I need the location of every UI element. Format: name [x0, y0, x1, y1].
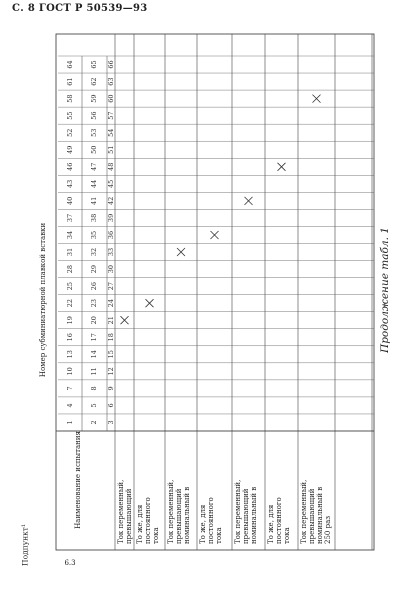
test-name-line: тока [215, 527, 223, 544]
test-mark-x [313, 95, 321, 103]
fuse-number: 18 [107, 333, 115, 342]
fuse-number: 13 [66, 350, 74, 359]
fuse-number: 5 [90, 403, 98, 408]
fuse-number: 31 [66, 247, 74, 257]
fuse-number: 23 [90, 299, 98, 308]
test-name-header: Наименование испытания [74, 431, 82, 529]
fuse-number: 1 [66, 420, 74, 425]
fuse-number: 21 [107, 316, 115, 325]
fuse-number: 12 [107, 367, 115, 376]
fuse-number: 64 [66, 60, 74, 69]
test-name-line: постоянного [207, 497, 215, 544]
fuse-number: 11 [90, 367, 98, 376]
fuse-number: 35 [90, 230, 98, 240]
test-mark-x [278, 163, 286, 171]
fuse-number: 14 [90, 350, 98, 359]
fuse-number: 43 [66, 179, 74, 188]
fuse-number: 47 [90, 162, 98, 171]
fuse-number: 54 [107, 128, 115, 137]
fuse-number: 10 [66, 367, 74, 376]
test-mark-x [211, 231, 219, 239]
test-name-line: номинальный в [316, 486, 324, 544]
fuse-number: 46 [66, 162, 74, 171]
test-name-line: превышающий [175, 488, 183, 544]
fuse-number: 58 [66, 94, 74, 103]
test-name-line: То же, для [199, 504, 207, 544]
fuse-number: 16 [66, 333, 74, 342]
test-name-line: номинальный в [183, 486, 191, 544]
fuse-number: 63 [107, 77, 115, 86]
fuse-number: 55 [66, 111, 74, 120]
fuse-number: 52 [66, 128, 74, 137]
test-name [267, 497, 291, 544]
fuse-number: 20 [90, 316, 98, 325]
test-name [234, 480, 258, 544]
fuse-number: 30 [107, 264, 115, 274]
fuse-number: 32 [90, 247, 98, 257]
fuse-number: 42 [107, 196, 115, 206]
fuse-number: 3 [107, 420, 115, 425]
fuse-number: 61 [66, 77, 74, 86]
test-name-line: Ток переменный, [117, 479, 125, 544]
fuse-number: 53 [90, 128, 98, 137]
test-names [117, 480, 332, 544]
test-name-line: превышающий [242, 488, 250, 544]
fuse-number: 40 [66, 196, 74, 206]
fuse-number: 60 [107, 94, 115, 103]
test-name [136, 497, 160, 544]
fuse-number: 36 [107, 230, 115, 240]
fuse-number: 50 [90, 145, 98, 154]
fuse-number: 6 [107, 403, 115, 408]
clause-number: 6.3 [64, 559, 76, 567]
fuse-number: 38 [90, 213, 98, 223]
table-grid [56, 34, 374, 550]
test-name-line: превышающий [125, 488, 133, 544]
fuse-number: 7 [66, 386, 74, 391]
fuse-number: 48 [107, 162, 115, 171]
page-header: С. 8 ГОСТ Р 50539—93 [12, 3, 148, 14]
fuse-number: 19 [66, 316, 74, 325]
fuse-number: 57 [107, 111, 115, 120]
fuse-number: 49 [66, 145, 74, 154]
fuse-number: 25 [66, 281, 74, 291]
fuse-number: 59 [90, 94, 98, 103]
fuse-number: 39 [107, 213, 115, 223]
test-name [199, 497, 223, 544]
fuse-number: 17 [90, 333, 98, 342]
fuse-number: 4 [66, 403, 74, 408]
fuse-number: 2 [90, 420, 98, 425]
fuse-number: 41 [90, 196, 98, 206]
test-name-line: Ток переменный, [300, 479, 308, 544]
test-name-line: Ток переменный, [167, 479, 175, 544]
test-name [300, 480, 332, 544]
test-name-line: превышающий [308, 488, 316, 544]
fuse-number: 22 [66, 299, 74, 308]
fuse-number: 26 [90, 281, 98, 291]
test-name-line: номинальный в [250, 486, 258, 544]
test-name-line: Ток переменный, [234, 479, 242, 544]
test-mark-x [245, 197, 253, 205]
test-mark-x [121, 316, 129, 324]
table-continuation-caption: Продолжение табл. 1 [379, 227, 391, 353]
fuse-number: 62 [90, 77, 98, 86]
fuse-numbers [66, 60, 115, 424]
test-name [117, 480, 133, 544]
test-mark-x [146, 299, 154, 307]
fuse-number: 28 [66, 264, 74, 274]
test-name-line: То же, для [267, 504, 275, 544]
fuse-number: 65 [90, 60, 98, 69]
test-name-line: постоянного [144, 497, 152, 544]
test-name-line: тока [283, 527, 291, 544]
fuse-number: 9 [107, 386, 115, 391]
table-frame [56, 34, 374, 550]
test-mark-x [177, 248, 185, 256]
fuse-number: 29 [90, 264, 98, 274]
test-name-line: То же, для [136, 504, 144, 544]
fuse-number: 37 [66, 213, 74, 223]
fuse-number: 44 [90, 179, 98, 188]
test-name-line: постоянного [275, 497, 283, 544]
test-name [167, 480, 191, 544]
subclause-column-label: Подпункт¹ [20, 524, 30, 566]
fuse-number: 66 [107, 60, 115, 69]
fuse-number: 51 [107, 145, 115, 154]
fuse-number: 33 [107, 247, 115, 257]
fuse-number: 15 [107, 350, 115, 359]
fuse-number: 24 [107, 299, 115, 308]
test-name-line: 250 раз [324, 515, 332, 544]
columns-header: Номер субминиатюрной плавкой вставки [39, 222, 47, 378]
fuse-number: 56 [90, 111, 98, 120]
fuse-number: 27 [107, 281, 115, 291]
fuse-number: 34 [66, 230, 74, 240]
fuse-number: 8 [90, 386, 98, 391]
fuse-number: 45 [107, 179, 115, 188]
test-name-line: тока [152, 527, 160, 544]
